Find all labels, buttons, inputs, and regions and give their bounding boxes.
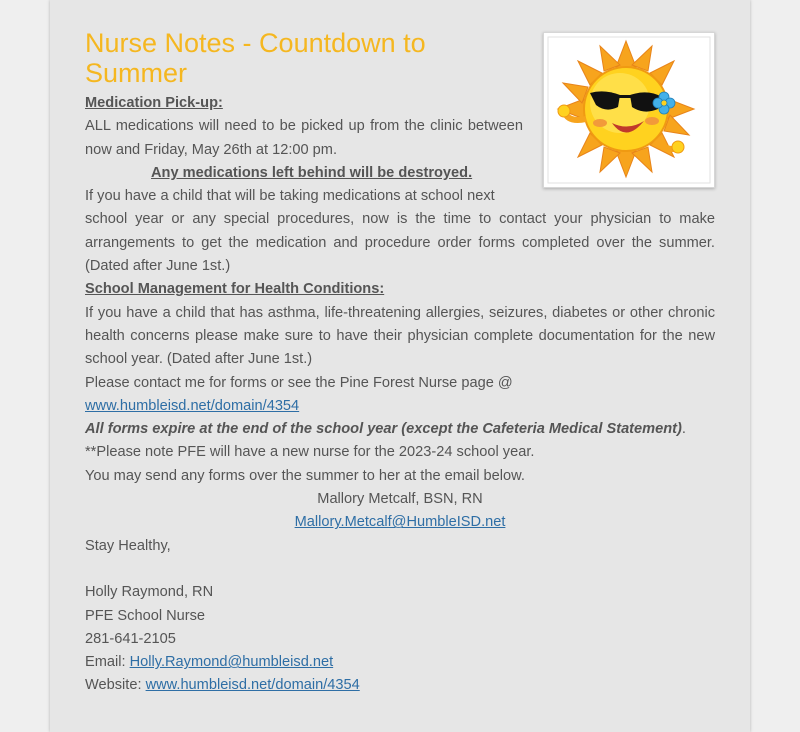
new-nurse-note: **Please note PFE will have a new nurse for the 2023-24 school year. xyxy=(85,444,535,461)
new-nurse-email-line xyxy=(85,511,715,534)
expire-note: All forms expire at the end of the school year (except the Cafeteria Medical Statement) xyxy=(85,421,682,438)
nurse-page-link[interactable]: www.humbleisd.net/domain/4354 xyxy=(85,397,300,414)
medication-heading: Medication Pick-up: xyxy=(85,95,223,111)
spacer xyxy=(85,558,715,581)
management-text: If you have a child that has asthma, life-threatening allergies, seizures, diabetes or other chronic health concerns please make sure to have their physician complete documentation for the new school year. (Dated after June 1st.) xyxy=(85,304,715,368)
signoff-website-line: Website: www.humbleisd.net/domain/4354 xyxy=(85,677,360,694)
send-forms-note: You may send any forms over the summer to her at the email below. xyxy=(85,467,525,484)
medication-warning: Any medications left behind will be destroyed. xyxy=(151,164,473,181)
newsletter-content xyxy=(85,28,715,698)
signoff-email-link[interactable]: Holly.Raymond@humbleisd.net xyxy=(129,654,334,671)
next-year-text: school year or any special procedures, now is the time to contact your physician to make arrangements to get the medication and procedure order forms completed over the summer. (Dated after June 1st.) xyxy=(85,211,715,275)
signoff-role: PFE School Nurse xyxy=(85,607,206,624)
new-nurse-email-link[interactable]: Mallory.Metcalf@HumbleISD.net xyxy=(294,514,506,531)
signoff-greeting: Stay Healthy, xyxy=(85,537,171,554)
signoff-name: Holly Raymond, RN xyxy=(85,584,214,601)
signoff-website-link[interactable]: www.humbleisd.net/domain/4354 xyxy=(145,677,360,694)
page-title: Nurse Notes - Countdown to Summer xyxy=(85,28,426,88)
contact-link-line xyxy=(85,395,715,418)
management-heading: School Management for Health Conditions: xyxy=(85,281,385,298)
medication-text: ALL medications will need to be picked up from the clinic between now and Friday, May 26th at 12:00 pm. xyxy=(85,118,523,158)
signoff-phone: 281-641-2105 xyxy=(85,630,176,647)
next-year-line: If you have a child that will be taking medications at school next xyxy=(85,188,495,205)
sun-image xyxy=(543,32,715,188)
signoff-email-line: Email: Holly.Raymond@humbleisd.net xyxy=(85,654,334,671)
sun-with-sunglasses-icon xyxy=(544,33,714,187)
new-nurse-name: Mallory Metcalf, BSN, RN xyxy=(317,491,483,508)
contact-text: Please contact me for forms or see the Pine Forest Nurse page @ xyxy=(85,374,513,391)
expire-note-line: All forms expire at the end of the school year (except the Cafeteria Medical Statement). xyxy=(85,421,686,438)
newsletter-card xyxy=(50,0,750,732)
